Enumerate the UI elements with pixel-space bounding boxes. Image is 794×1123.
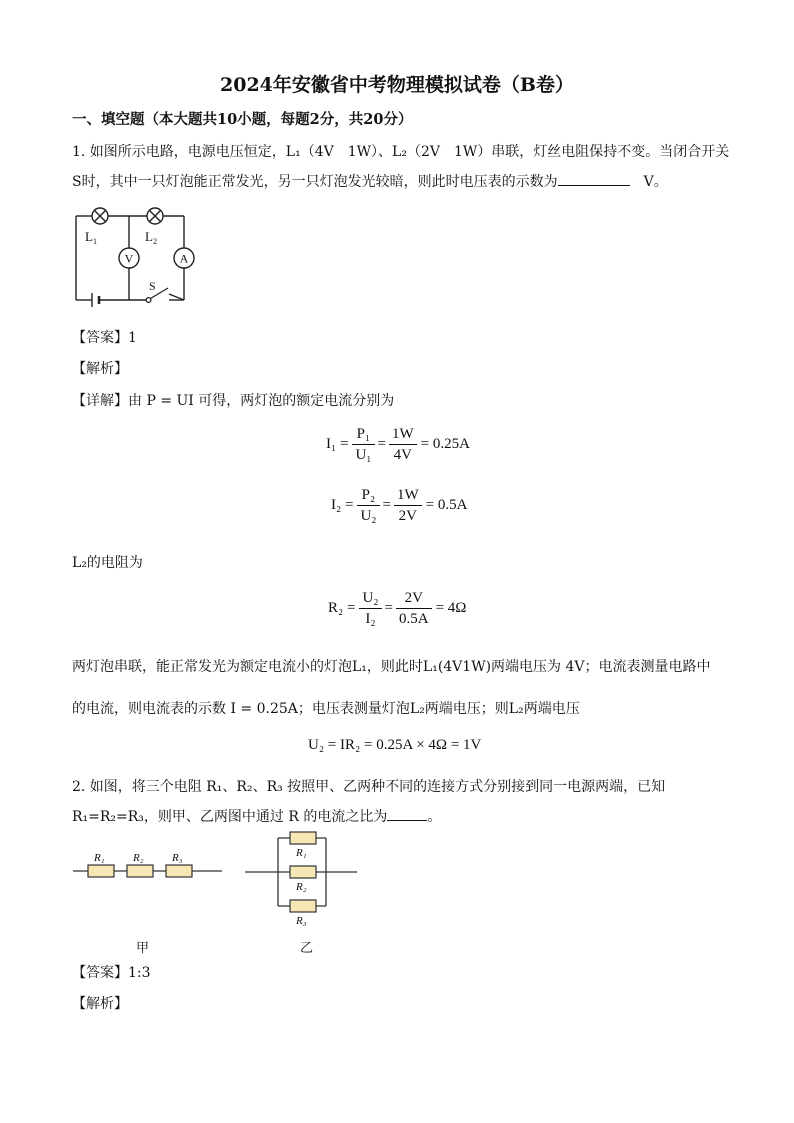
r2-resistance-text: L₂的电阻为 [72, 555, 143, 571]
q1-stem-line2 [72, 171, 668, 191]
label-r3: R₃ [296, 915, 307, 927]
label-r1: R₁ [296, 847, 307, 859]
label-l2-sub: 2 [153, 237, 157, 246]
q1-explanation-line1: 两灯泡串联，能正常发光为额定电流小的灯泡L₁，则此时L₁(4V1W)两端电压为 4V；电流表测量电路中 [72, 659, 711, 675]
q2-analysis-label: 【解析】 [72, 996, 128, 1012]
label-r1: R₁ [94, 852, 105, 864]
answer-value: 1:3 [128, 965, 151, 981]
figure-parallel-circuit [240, 826, 364, 930]
lamp-l2-icon [147, 208, 163, 224]
resistor-r3 [166, 865, 192, 877]
q1-stem-text: S时，其中一只灯泡能正常发光，另一只灯泡发光较暗，则此时电压表的示数为 [72, 174, 558, 190]
figure-series-circuit [70, 845, 230, 885]
q2-answer [72, 962, 151, 982]
q1-circuit-diagram [66, 202, 206, 310]
equation-r2: R₂ = $\frac{\text{U₂}}{\text{I₂}}$ = $\frac{2V}{0.5A}$ = 4Ω [328, 590, 467, 627]
detail-text: 由 P = UI 可得，两灯泡的额定电流分别为 [128, 393, 395, 409]
q1-detail [72, 390, 394, 410]
label-s: S [149, 279, 156, 293]
label-r2: R₂ [133, 852, 144, 864]
answer-label: 【答案】 [72, 330, 128, 346]
voltmeter-icon [119, 248, 139, 268]
q2-answer-blank [387, 806, 427, 821]
detail-label: 【详解】 [72, 393, 128, 409]
resistor-r1 [290, 832, 316, 844]
resistor-r2 [290, 866, 316, 878]
page-title: 2024年安徽省中考物理模拟试卷（B卷） [220, 74, 574, 96]
caption-jia: 甲 [136, 941, 150, 956]
lamp-l1-icon [92, 208, 108, 224]
label-r3: R₃ [172, 852, 183, 864]
label-l1: L [85, 229, 93, 244]
equation-u2: U₂ = IR₂ = 0.25A × 4Ω = 1V [308, 737, 482, 753]
q1-analysis-label: 【解析】 [72, 361, 128, 377]
q2-stem-line2: R₁=R₂=R₃，则甲、乙两图中通过 R 的电流之比为 。 [72, 806, 441, 826]
q2-stem-text: R₁=R₂=R₃，则甲、乙两图中通过 R 的电流之比为 [72, 809, 388, 825]
q1-stem-line1: 1. 如图所示电路，电源电压恒定，L₁（4V 1W）、L₂（2V 1W）串联，灯丝电阻保持不变。当闭合开关 [72, 144, 730, 160]
resistor-r2 [127, 865, 153, 877]
section-heading: 一、填空题（本大题共10小题，每题2分，共20分） [72, 111, 413, 128]
caption-yi: 乙 [300, 941, 314, 956]
q1-answer-blank [558, 171, 630, 186]
resistor-r3 [290, 900, 316, 912]
q1-answer [72, 327, 137, 347]
equation-i1: I₁ = $\frac{\text{P₁}}{\text{U₁}}$ = $\frac{1W}{4V}$ = 0.25A [326, 426, 470, 463]
q1-unit: V。 [643, 174, 668, 190]
svg-text:V: V [124, 251, 134, 266]
q2-stem-line1: 2. 如图，将三个电阻 R₁、R₂、R₃ 按照甲、乙两种不同的连接方式分别接到同一电源两端，已知 [72, 779, 666, 795]
label-l2: L [145, 229, 153, 244]
ammeter-icon [174, 248, 194, 268]
battery-icon [92, 293, 99, 307]
svg-text:A: A [179, 251, 189, 266]
answer-label: 【答案】 [72, 965, 128, 981]
label-r2: R₂ [296, 881, 307, 893]
equation-i2: I₂ = $\frac{\text{P₂}}{\text{U₂}}$ = $\frac{1W}{2V}$ = 0.5A [331, 487, 468, 524]
resistor-r1 [88, 865, 114, 877]
label-l1-sub: 1 [93, 237, 97, 246]
q1-explanation-line2: 的电流，则电流表的示数 I = 0.25A；电压表测量灯泡L₂两端电压；则L₂两端电压 [72, 701, 580, 717]
answer-value: 1 [128, 330, 137, 346]
